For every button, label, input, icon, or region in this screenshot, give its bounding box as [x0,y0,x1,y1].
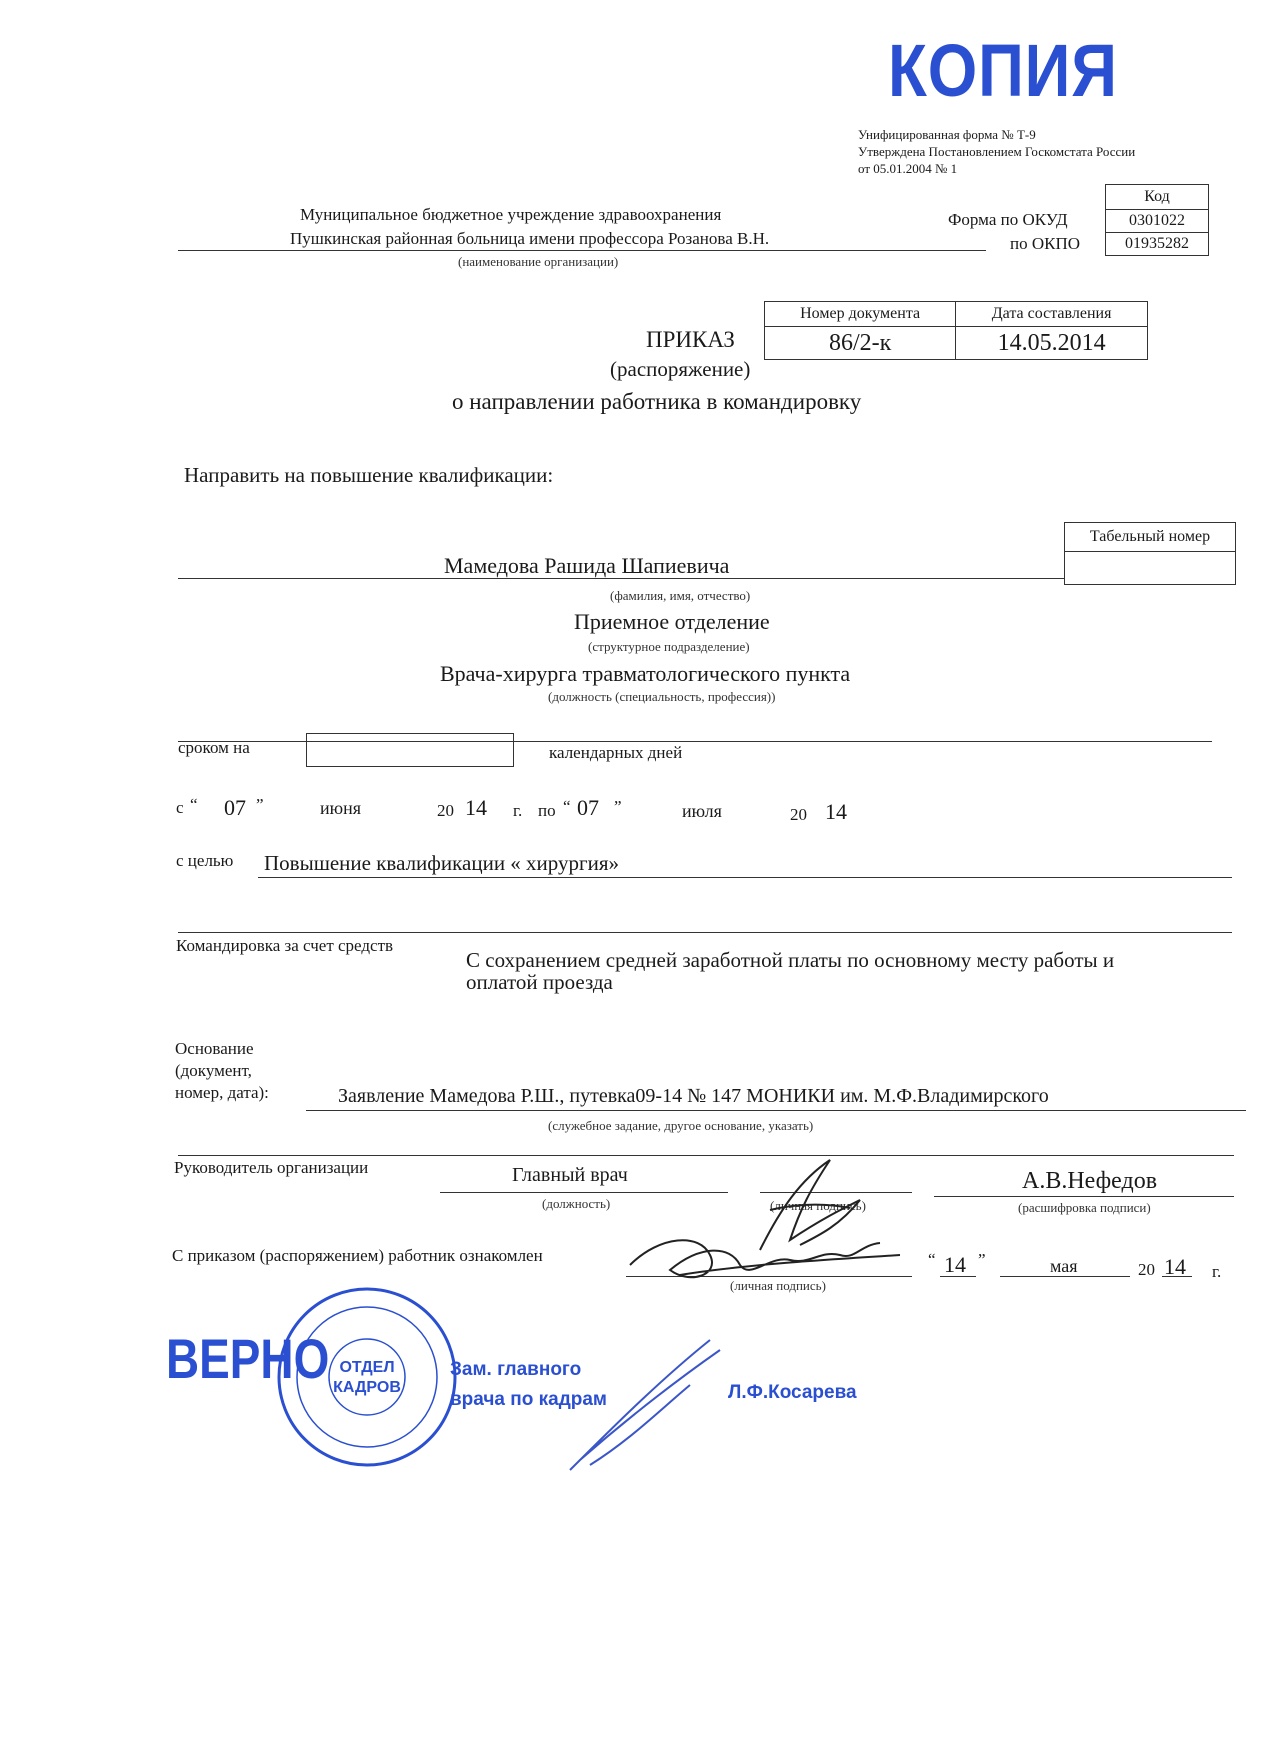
head-position: Главный врач [512,1164,628,1186]
copy-stamp: КОПИЯ [888,29,1118,112]
basis-underline [306,1110,1246,1111]
ack-year-line [1162,1276,1192,1277]
employee-signature [620,1225,920,1295]
intro-text: Направить на повышение квалификации: [184,463,554,487]
ack-year-prefix: 20 [1138,1260,1155,1279]
ack-quote-open: “ [928,1250,936,1269]
tab-number-header: Табельный номер [1065,523,1236,552]
quote-close-1: ” [256,795,264,814]
doc-table [764,301,1148,360]
org-underline [178,250,986,251]
certifier-title-line2: врача по кадрам [450,1389,607,1410]
okpo-value: 01935282 [1106,233,1209,256]
term-to-year: 14 [825,799,847,824]
form-header-line3: от 05.01.2004 № 1 [858,161,958,176]
term-to-month: июля [682,801,722,821]
doc-number-header: Номер документа [765,302,956,327]
certifier-name: Л.Ф.Косарева [728,1382,857,1403]
certifier-title-line1: Зам. главного [450,1359,582,1380]
term-from-year-suffix: г. [513,801,523,820]
verno-stamp: ВЕРНО [166,1327,330,1390]
quote-close-2: ” [614,797,622,816]
doc-subtitle: (распоряжение) [610,357,751,381]
basis-label-line2: (документ, [175,1061,252,1080]
goal-second-line [178,932,1232,933]
org-line1: Муниципальное бюджетное учреждение здравоохранения [300,205,722,224]
term-to-year-prefix: 20 [790,805,807,824]
form-header-line1: Унифицированная форма № Т-9 [858,127,1036,142]
goal-underline [258,877,1232,878]
head-position-caption: (должность) [542,1196,611,1211]
employee-underline [178,578,1064,579]
head-label: Руководитель организации [174,1158,369,1177]
codes-table [1105,184,1209,256]
term-from-prefix: с [176,798,184,817]
codes-header: Код [1106,185,1209,210]
ack-day-line [940,1276,976,1277]
employee-name: Мамедова Рашида Шапиевича [444,553,730,578]
form-header [858,126,1135,177]
basis-caption: (служебное задание, другое основание, указать) [548,1118,814,1133]
position-caption: (должность (специальность, профессия)) [548,689,776,704]
ack-year: 14 [1164,1254,1186,1279]
basis-label-line3: номер, дата): [175,1083,269,1102]
basis-bottom-line [178,1155,1234,1156]
doc-number: 86/2-к [765,327,956,360]
okud-value: 0301022 [1106,210,1209,233]
okud-label: Форма по ОКУД [948,210,1068,229]
ack-month: мая [1050,1256,1078,1276]
basis-label [175,1038,269,1104]
term-days-box [306,733,514,767]
doc-title: ПРИКАЗ [646,327,735,352]
department-caption: (структурное подразделение) [588,639,750,654]
head-signature-caption: (личная подпись) [770,1198,866,1213]
head-name-line [934,1196,1234,1197]
head-position-line [440,1192,728,1193]
ack-label: С приказом (распоряжением) работник ознакомлен [172,1246,543,1265]
department: Приемное отделение [574,609,770,634]
term-from-day: 07 [224,795,246,820]
term-from-year: 14 [465,795,487,820]
term-from-year-prefix: 20 [437,801,454,820]
ack-day: 14 [944,1252,966,1277]
ack-year-suffix: г. [1212,1262,1222,1281]
ack-quote-close: ” [978,1250,986,1269]
basis-value: Заявление Мамедова Р.Ш., путевка09-14 № 147 МОНИКИ им. М.Ф.Владимирского [338,1085,1049,1107]
term-label: сроком на [178,738,250,757]
okpo-label: по ОКПО [1010,234,1081,253]
ack-signature-caption: (личная подпись) [730,1278,826,1293]
funding-label: Командировка за счет средств [176,936,394,955]
seal-center-line1: ОТДЕЛ [339,1359,395,1376]
doc-date: 14.05.2014 [956,327,1148,360]
goal-label: с целью [176,851,234,870]
basis-label-line1: Основание [175,1039,254,1058]
term-to-prefix: по [538,801,556,820]
quote-open-1: “ [190,795,198,814]
goal-value: Повышение квалификации « хирургия» [264,851,620,875]
certifier-signature [560,1330,730,1480]
doc-date-header: Дата составления [956,302,1148,327]
employee-name-caption: (фамилия, имя, отчество) [610,588,751,603]
funding-line1: С сохранением средней заработной платы по основному месту работы и [466,948,1115,972]
tab-number-value [1065,552,1236,585]
org-line2: Пушкинская районная больница имени профессора Розанова В.Н. [290,229,770,248]
org-caption: (наименование организации) [458,254,619,269]
quote-open-2: “ [563,797,571,816]
ack-month-line [1000,1276,1130,1277]
term-to-day: 07 [577,795,599,820]
head-name: А.В.Нефедов [1022,1168,1158,1194]
funding-line2: оплатой проезда [466,970,613,994]
seal-center-line2: КАДРОВ [333,1379,401,1396]
form-header-line2: Утверждена Постановлением Госкомстата России [858,144,1136,159]
position: Врача-хирурга травматологического пункта [440,661,851,686]
tab-number-table [1064,522,1236,585]
term-days-label: календарных дней [549,743,683,762]
head-name-caption: (расшифровка подписи) [1018,1200,1151,1215]
term-from-month: июня [320,798,361,818]
doc-purpose: о направлении работника в командировку [452,389,862,414]
